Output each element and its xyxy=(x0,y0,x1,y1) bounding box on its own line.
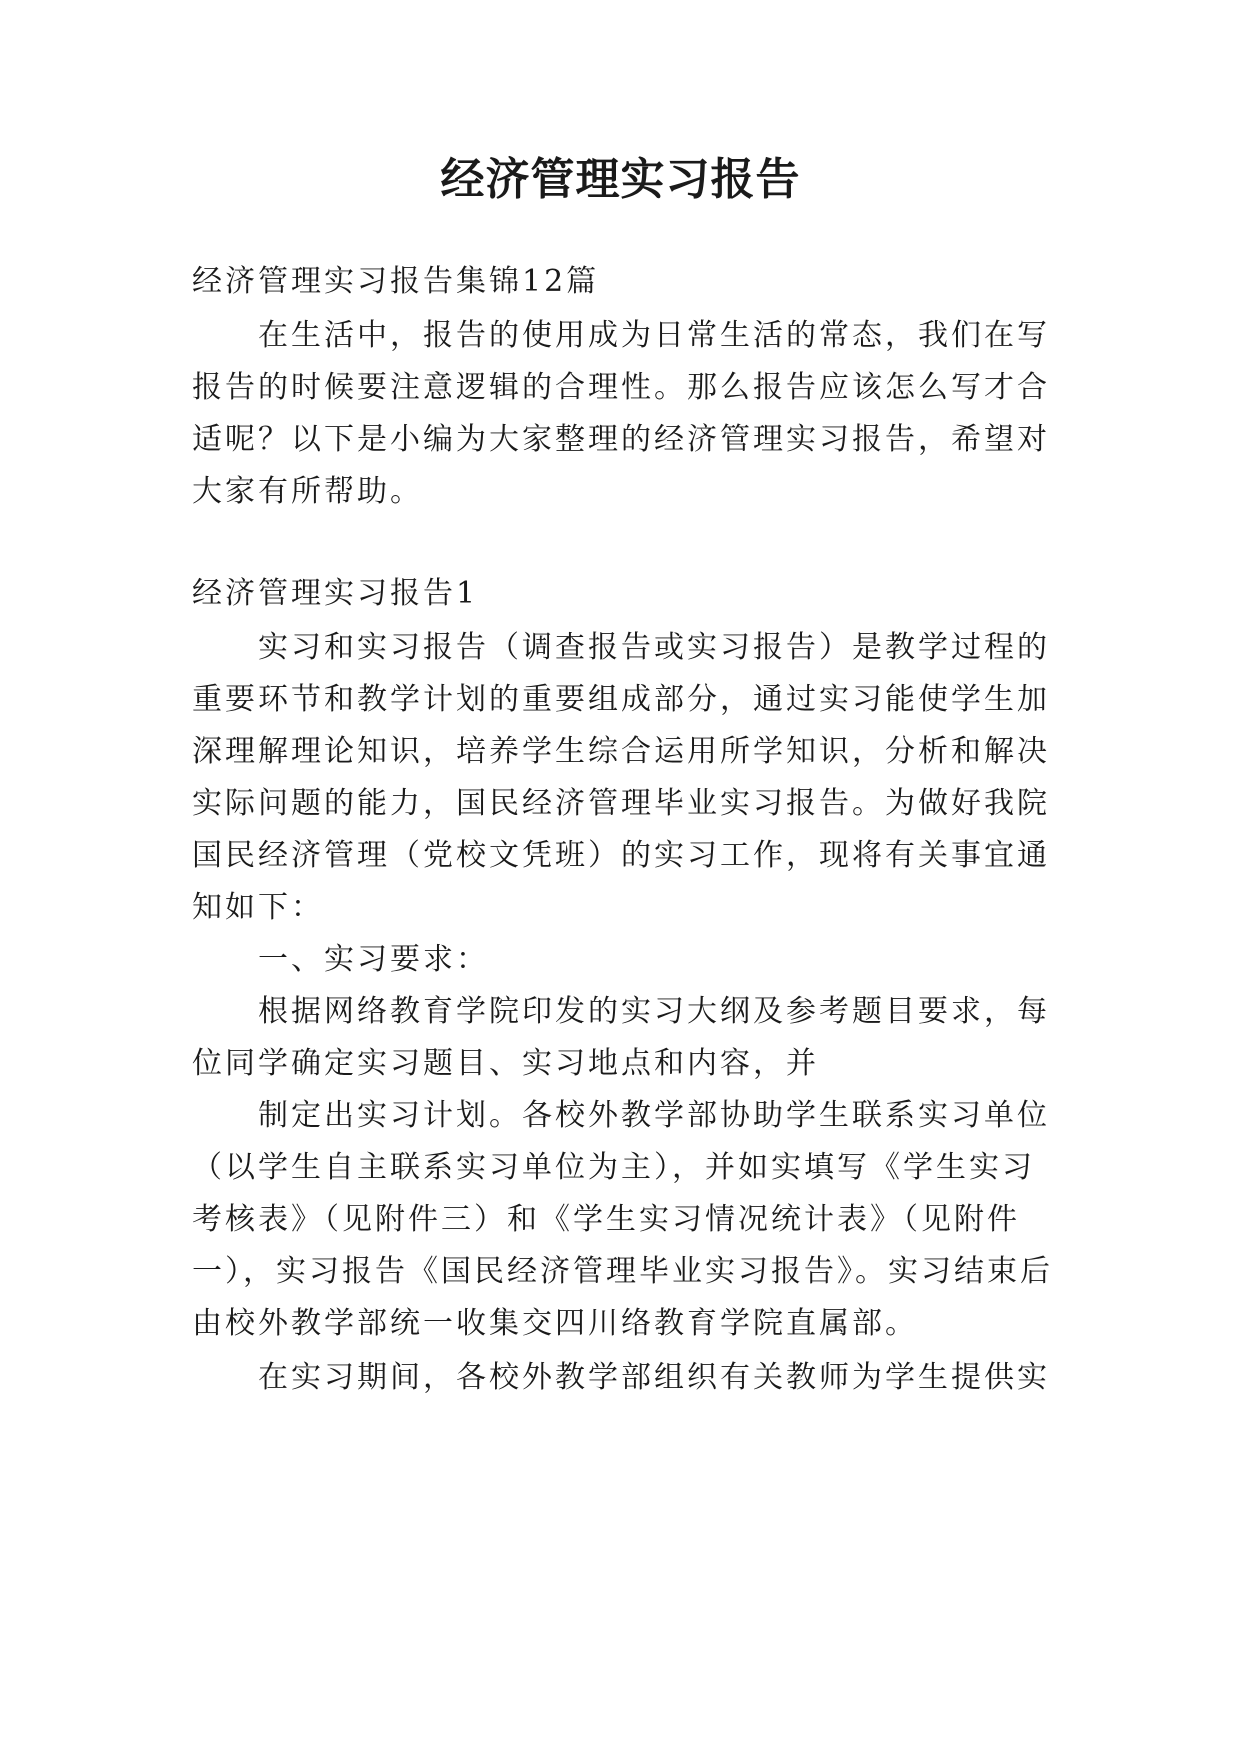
intro-line: 在生活中，报告的使用成为日常生活的常态，我们在写 xyxy=(258,318,1050,353)
paragraph-line: 根据网络教育学院印发的实习大纲及参考题目要求，每 xyxy=(258,994,1050,1029)
intro-line: 报告的时候要注意逻辑的合理性。那么报告应该怎么写才合 xyxy=(192,370,1050,405)
section-heading: 经济管理实习报告1 xyxy=(192,576,479,611)
paragraph-line: 由校外教学部统一收集交四川络教育学院直属部。 xyxy=(192,1306,918,1341)
paragraph-line: 知如下： xyxy=(192,890,324,925)
paragraph-line: 深理解理论知识，培养学生综合运用所学知识，分析和解决 xyxy=(192,734,1050,769)
paragraph-line: 重要环节和教学计划的重要组成部分，通过实习能使学生加 xyxy=(192,682,1050,717)
paragraph-line: 国民经济管理（党校文凭班）的实习工作，现将有关事宜通 xyxy=(192,838,1050,873)
paragraph-line: 制定出实习计划。各校外教学部协助学生联系实习单位 xyxy=(258,1098,1050,1133)
intro-line: 大家有所帮助。 xyxy=(192,474,423,509)
paragraph-line: 实习和实习报告（调查报告或实习报告）是教学过程的 xyxy=(258,630,1050,665)
intro-line: 适呢？以下是小编为大家整理的经济管理实习报告，希望对 xyxy=(192,422,1050,457)
paragraph-line: 实际问题的能力，国民经济管理毕业实习报告。为做好我院 xyxy=(192,786,1050,821)
requirements-heading: 一、实习要求： xyxy=(258,942,489,977)
paragraph-line: 位同学确定实习题目、实习地点和内容，并 xyxy=(192,1046,819,1081)
document-title: 经济管理实习报告 xyxy=(440,154,801,205)
paragraph-line: （以学生自主联系实习单位为主），并如实填写《学生实习 xyxy=(192,1150,1035,1185)
paragraph-line: 考核表》（见附件三）和《学生实习情况统计表》（见附件 xyxy=(192,1202,1020,1237)
paragraph-line: 在实习期间，各校外教学部组织有关教师为学生提供实 xyxy=(258,1360,1050,1395)
paragraph-line: 一），实习报告《国民经济管理毕业实习报告》。实习结束后 xyxy=(192,1254,1053,1289)
document-subtitle: 经济管理实习报告集锦12篇 xyxy=(192,264,600,299)
